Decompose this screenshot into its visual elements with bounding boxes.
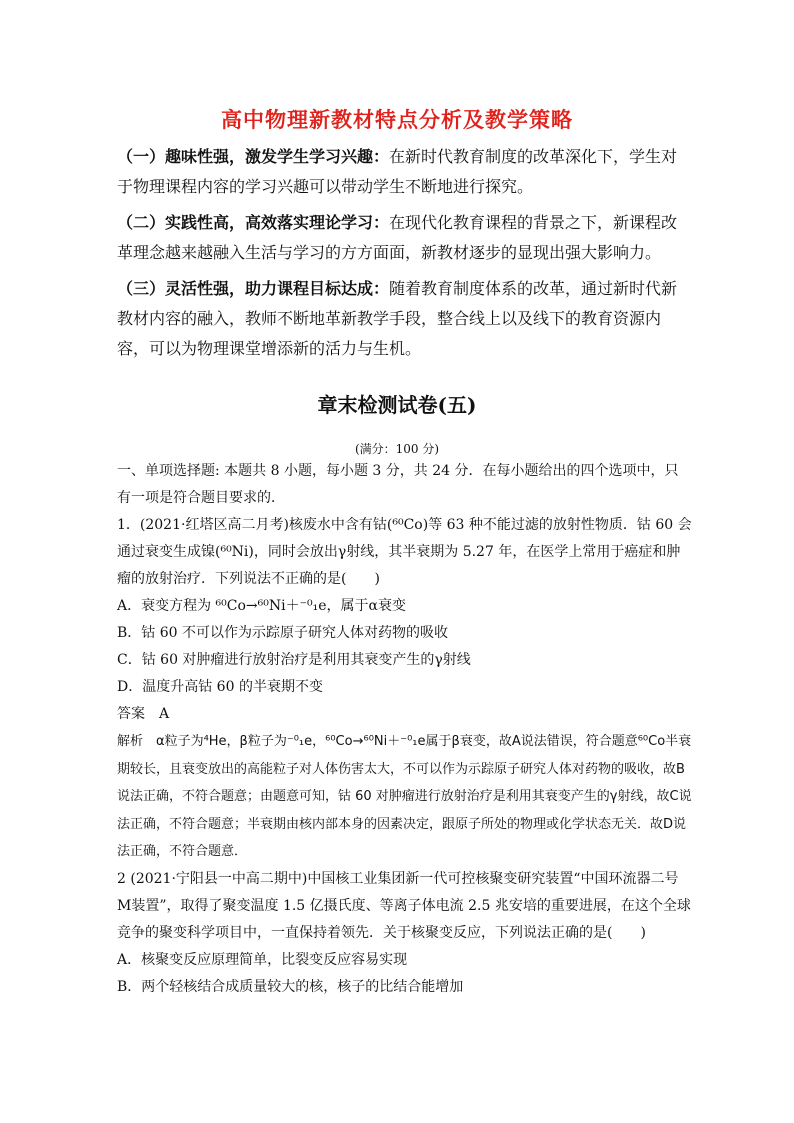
question-1-option-a: A．衰变方程为 ⁶⁰Co→⁶⁰Ni＋⁻⁰₁e，属于α衰变 (117, 598, 406, 614)
intro-paragraph-3: （三）灵活性强，助力课程目标达成：随着教育制度体系的改革，通过新时代新教材内容的融入，教师不断地革新教学手段，整合线上以及线下的教育资源内容，可以为物理课堂增添新的活力与生机。 (117, 279, 678, 358)
page-title: 高中物理新教材特点分析及教学策略 (221, 107, 573, 132)
intro-section (117, 142, 687, 370)
question-1-option-c: C．钴 60 对肿瘤进行放射治疗是利用其衰变产生的γ射线 (117, 652, 471, 668)
question-1-option-d: D．温度升高钴 60 的半衰期不变 (117, 679, 323, 695)
section-heading: 一、单项选择题: 本题共 8 小题，每小题 3 分，共 24 分．在每小题给出的四个选项中，只有一项是符合题目要求的． (117, 463, 679, 506)
question-1-answer: 答案 A (117, 706, 170, 722)
question-section (117, 458, 692, 1001)
score-note: (满分：100 分) (354, 442, 440, 456)
question-1-analysis: 解析 α粒子为⁴He，β粒子为⁻⁰₁e，⁶⁰Co→⁶⁰Ni＋⁻⁰₁e属于β衰变，故A说法错误，符合题意⁶⁰Co半衰期较长，且衰变放出的高能粒子对人体伤害太大，不可以作为示踪原子研究人体对药物的吸收，故B说法正确，不符合题意；由题意可知，钴 60 对肿瘤进行放射治疗是利用其衰变产生的γ射线，故C说法正确，不符合题意；半衰期由核内部本身的因素决定，跟原子所处的物理或化学状态无关．故D说法正确，不符合题意． (117, 734, 692, 859)
question-2-option-a: A．核聚变反应原理简单，比裂变反应容易实现 (117, 951, 408, 968)
question-1-stem: 1．(2021·红塔区高二月考)核废水中含有钴(⁶⁰Co)等 63 种不能过滤的放射性物质．钴 60 会通过衰变生成镍(⁶⁰Ni)，同时会放出γ射线，其半衰期为 5.27 年，在医学上常用于癌症和肿瘤的放射治疗．下列说法不正确的是( ) (117, 517, 692, 587)
intro-paragraph-1: （一）趣味性强，激发学生学习兴趣：在新时代教育制度的改革深化下，学生对于物理课程内容的学习兴趣可以带动学生不断地进行探究。 (117, 147, 678, 196)
question-2-stem: 2 (2021·宁阳县一中高二期中)中国核工业集团新一代可控核聚变研究装置“中国环流器二号M装置”，取得了聚变温度 1.5 亿摄氏度、等离子体电流 2.5 兆安培的重要进展，在这个全球竞争的聚变科学项目中，一直保持着领先．关于核聚变反应，下列说法正确的是( ) (117, 870, 691, 941)
exam-title: 章末检测试卷(五) (317, 393, 477, 417)
intro-paragraph-2: （二）实践性高，高效落实理论学习：在现代化教育课程的背景之下，新课程改革理念越来越融入生活与学习的方方面面，新教材逐步的显现出强大影响力。 (117, 213, 678, 262)
question-2-option-b: B．两个轻核结合成质量较大的核，核子的比结合能增加 (117, 978, 464, 995)
question-1-option-b: B．钴 60 不可以作为示踪原子研究人体对药物的吸收 (117, 625, 449, 641)
